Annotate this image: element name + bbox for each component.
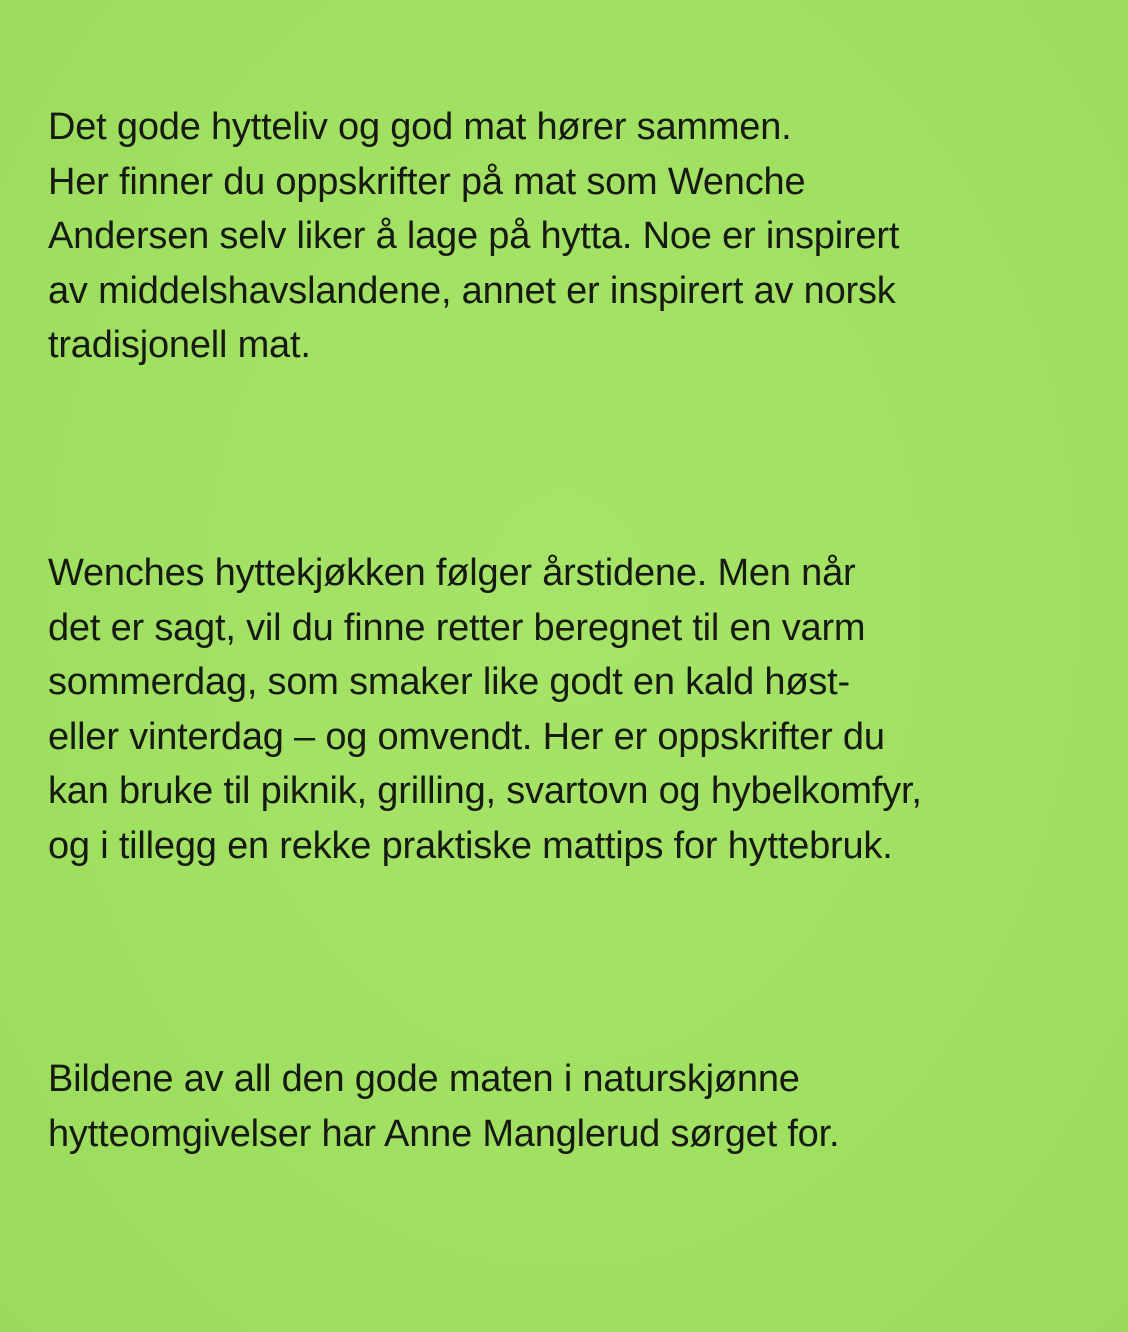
text-line: tradisjonell mat. [48,324,311,367]
text-line: Her finner du oppskrifter på mat som Wenche [48,160,806,203]
text-line: Wenches hyttekjøkken følger årstidene. Men når [48,552,856,594]
text-line: Bildene av all den gode maten i naturskjønne [48,1058,800,1100]
text-line: Det gode hytteliv og god mat hører sammen. [48,106,792,148]
text-line: og i tillegg en rekke praktiske mattips for hyttebruk. [48,824,893,867]
text-line: hytteomgivelser har Anne Manglerud sørget for. [48,1112,840,1155]
paragraph-photo-credit [48,1052,839,1161]
text-line: av middelshavslandene, annet er inspirert av norsk [48,269,896,312]
text-line: kan bruke til piknik, grilling, svartovn og hybelkomfyr, [48,770,922,813]
text-line: sommerdag, som smaker like godt en kald høst- [48,661,850,704]
paragraph-intro [48,100,899,373]
text-line: det er sagt, vil du finne retter beregnet til en varm [48,606,866,649]
text-line: Andersen selv liker å lage på hytta. Noe er inspirert [48,215,900,258]
paragraph-seasons [48,546,922,874]
text-line: eller vinterdag – og omvendt. Her er oppskrifter du [48,715,885,758]
